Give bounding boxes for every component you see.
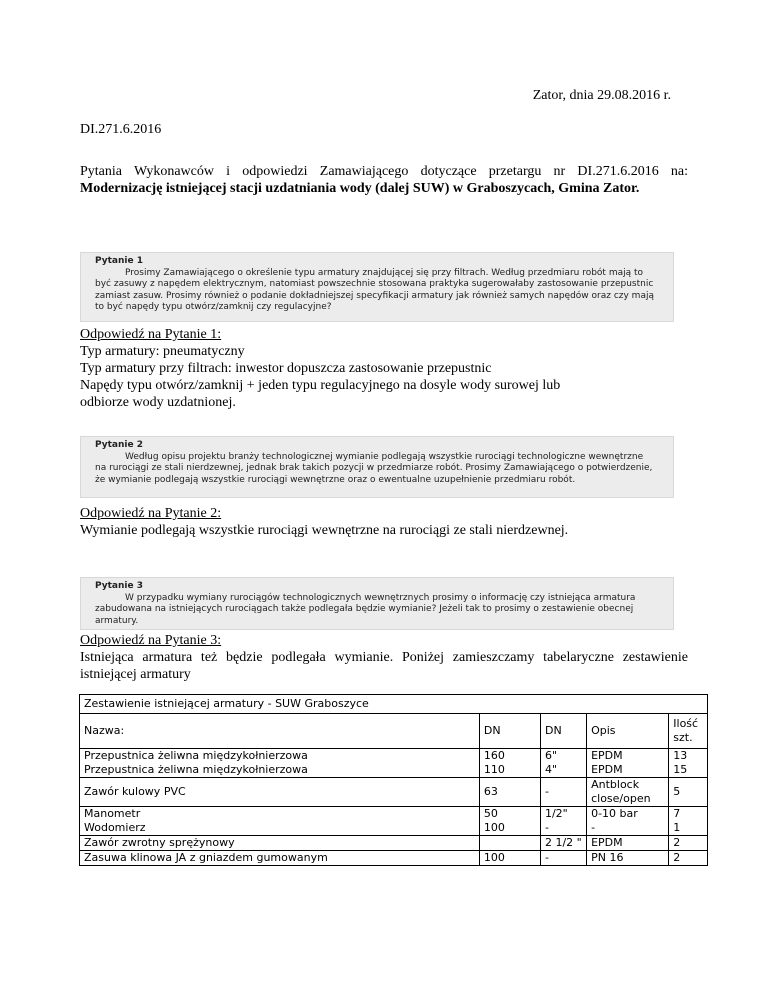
equipment-table xyxy=(79,694,708,866)
question-3-line: zabudowana na istniejących rurociągach także podlegała będzie wymianie? Jeżeli tak to prosimy o zestawienie obecnej xyxy=(95,604,634,614)
table-caption: Zestawienie istniejącej armatury - SUW Graboszyce xyxy=(80,695,708,714)
question-2-line: na rurociągi ze stali nierdzewnej, jednak brak takich pozycji w przedmiarze robót. Prosimy Zamawiającego o potwierdzenie, xyxy=(95,463,653,473)
question-2-scan xyxy=(80,436,674,498)
table-row: Zawór kulowy PVC 63 - Antblock close/open 5 xyxy=(80,778,708,807)
answer-3-heading: Odpowiedź na Pytanie 3: xyxy=(80,633,222,648)
answer-1-line: Napędy typu otwórz/zamknij + jeden typu regulacyjnego na dosyle wody surowej lub xyxy=(80,378,561,393)
table-row: Wodomierz 100 - - 1 xyxy=(80,821,708,836)
answer-2-heading: Odpowiedź na Pytanie 2: xyxy=(80,506,222,521)
header-dn: DN xyxy=(479,714,540,749)
answer-3 xyxy=(80,632,688,683)
document-date: Zator, dnia 29.08.2016 r. xyxy=(532,88,671,103)
header-description: Opis xyxy=(587,714,669,749)
question-3-line: W przypadku wymiany rurociągów technologicznych wewnętrznych prosimy o informację czy istniejąca armatura xyxy=(125,592,636,603)
intro-paragraph xyxy=(80,163,688,197)
answer-1-line: odbiorze wody uzdatnionej. xyxy=(80,395,236,410)
question-1-line: zamiast zasuw. Prosimy również o podanie dokładniejszej specyfikacji armatury jak również samych napędów oraz czy mają xyxy=(95,290,654,301)
question-1-scan xyxy=(80,252,674,322)
table-caption-row xyxy=(80,695,708,714)
answer-3-text: Istniejąca armatura też będzie podlegała wymianie. Poniżej zamieszczamy tabelaryczne zestawienie istniejącej armatury xyxy=(80,650,688,682)
table-row: Manometr 50 1/2" 0-10 bar 7 xyxy=(80,807,708,822)
answer-1-line: Typ armatury: pneumatyczny xyxy=(80,344,245,359)
question-3-label: Pytanie 3 xyxy=(95,581,143,591)
question-1-line: to być napędy typu otwórz/zamknij czy regulacyjne? xyxy=(95,302,332,312)
question-3-scan xyxy=(80,577,674,630)
answer-1 xyxy=(80,326,688,411)
question-1-line: Prosimy Zamawiającego o określenie typu armatury znajdującej się przy filtrach. Według przedmiaru robót mają to xyxy=(125,267,644,278)
table-row: Przepustnica żeliwna międzykołnierzowa 160 6" EPDM 13 xyxy=(80,749,708,764)
header-quantity: Ilość szt. xyxy=(669,714,708,749)
intro-subject: Modernizację istniejącej stacji uzdatniania wody (dalej SUW) w Graboszycach, Gmina Zator. xyxy=(80,181,640,196)
table-header-row xyxy=(80,714,708,749)
question-2-line: że wymianie podlegają wszystkie rurociągi wewnętrzne oraz o ewentualne uzupełnienie przedmiaru robót. xyxy=(95,474,576,485)
answer-2 xyxy=(80,505,688,539)
question-2-line: Według opisu projektu branży technologicznej wymianie podlegają wszystkie rurociągi technologiczne wewnętrzne xyxy=(125,451,644,462)
answer-1-heading: Odpowiedź na Pytanie 1: xyxy=(80,327,222,342)
table-row: Przepustnica żeliwna międzykołnierzowa 110 4" EPDM 15 xyxy=(80,763,708,778)
table-row: Zasuwa klinowa JA z gniazdem gumowanym 100 - PN 16 2 xyxy=(80,851,708,866)
header-name: Nazwa: xyxy=(80,714,480,749)
question-3-line: armatury. xyxy=(95,615,139,626)
document-reference: DI.271.6.2016 xyxy=(80,122,162,137)
header-dn-inch: DN xyxy=(540,714,586,749)
answer-1-line: Typ armatury przy filtrach: inwestor dopuszcza zastosowanie przepustnic xyxy=(80,361,492,376)
question-1-line: być zasuwy z napędem elektrycznym, natomiast powszechnie stosowana praktyka sugerowałaby zastosowanie przepustnic xyxy=(95,279,654,289)
table-row: Zawór zwrotny sprężynowy 2 1/2 " EPDM 2 xyxy=(80,836,708,851)
answer-2-line: Wymianie podlegają wszystkie rurociągi wewnętrzne na rurociągi ze stali nierdzewnej. xyxy=(80,523,569,538)
question-1-label: Pytanie 1 xyxy=(95,256,143,266)
intro-text: Pytania Wykonawców i odpowiedzi Zamawiającego dotyczące przetargu nr DI.271.6.2016 na: xyxy=(80,164,688,179)
question-2-label: Pytanie 2 xyxy=(95,440,143,450)
